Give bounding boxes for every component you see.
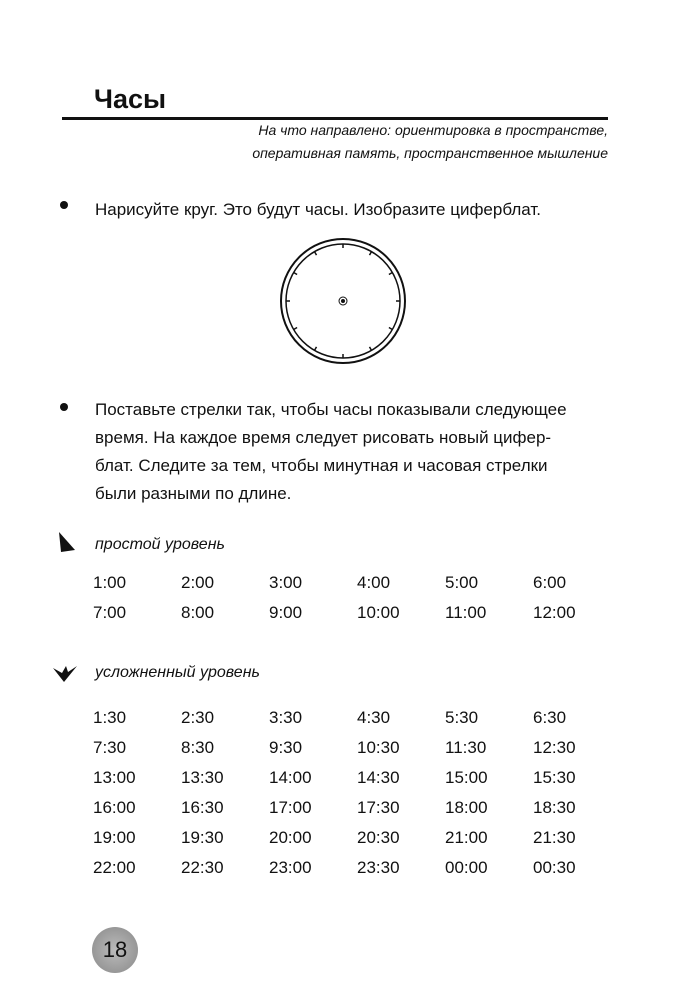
time-item: 19:30 [181, 828, 224, 847]
instruction-line: время. На каждое время следует рисовать новый цифер- [95, 428, 552, 447]
bullet-icon [60, 201, 68, 209]
clock-tick [389, 273, 392, 275]
title-rule [62, 117, 608, 120]
time-item: 3:30 [269, 708, 303, 727]
time-item: 5:30 [445, 708, 479, 727]
page-number: 18 [92, 927, 138, 973]
time-item: 19:00 [93, 828, 136, 847]
time-item: 20:30 [357, 828, 400, 847]
clock-tick [370, 252, 372, 255]
time-item: 4:00 [357, 573, 391, 592]
time-item: 1:30 [93, 708, 127, 727]
time-item: 6:30 [533, 708, 567, 727]
instruction-line: Поставьте стрелки так, чтобы часы показывали следующее [95, 400, 567, 419]
time-item: 18:00 [445, 798, 488, 817]
arrow-level-advanced-icon [52, 664, 78, 684]
time-item: 10:30 [357, 738, 400, 757]
time-item: 17:00 [269, 798, 312, 817]
time-item: 12:00 [533, 603, 576, 622]
time-item: 15:00 [445, 768, 488, 787]
time-item: 3:00 [269, 573, 303, 592]
time-item: 8:30 [181, 738, 215, 757]
instruction-2 [95, 396, 567, 508]
time-item: 9:30 [269, 738, 303, 757]
time-item: 7:00 [93, 603, 127, 622]
clock-tick [294, 328, 297, 330]
level-simple-label: простой уровень [95, 536, 225, 553]
time-item: 16:30 [181, 798, 224, 817]
time-item: 13:00 [93, 768, 136, 787]
instruction-line: блат. Следите за тем, чтобы минутная и часовая стрелки [95, 456, 548, 475]
time-item: 9:00 [269, 603, 303, 622]
time-item: 6:00 [533, 573, 567, 592]
time-item: 22:00 [93, 858, 136, 877]
time-item: 4:30 [357, 708, 391, 727]
time-item: 2:00 [181, 573, 215, 592]
time-item: 11:00 [445, 603, 487, 622]
arrow-level-simple-icon [57, 530, 77, 554]
clock-tick [315, 347, 317, 350]
time-item: 22:30 [181, 858, 224, 877]
time-item: 23:00 [269, 858, 312, 877]
clock-tick [389, 328, 392, 330]
time-item: 21:30 [533, 828, 576, 847]
clock-tick [370, 347, 372, 350]
instruction-line: были разными по длине. [95, 484, 292, 503]
time-item: 00:00 [445, 858, 488, 877]
time-item: 00:30 [533, 858, 576, 877]
time-item: 21:00 [445, 828, 488, 847]
time-item: 11:30 [445, 738, 487, 757]
time-item: 14:30 [357, 768, 400, 787]
page-title: Часы [94, 84, 167, 114]
time-item: 13:30 [181, 768, 224, 787]
time-item: 15:30 [533, 768, 576, 787]
clock-tick [315, 252, 317, 255]
subtitle-line: оперативная память, пространственное мышление [252, 145, 608, 161]
subtitle-line: На что направлено: ориентировка в пространстве, [258, 122, 608, 138]
level-advanced-label: усложненный уровень [95, 664, 260, 681]
time-item: 12:30 [533, 738, 576, 757]
time-item: 17:30 [357, 798, 400, 817]
time-item: 16:00 [93, 798, 136, 817]
bullet-icon [60, 403, 68, 411]
instruction-1: Нарисуйте круг. Это будут часы. Изобразите циферблат. [95, 200, 541, 219]
time-item: 20:00 [269, 828, 312, 847]
clock-face-icon [278, 236, 408, 366]
clock-tick [294, 273, 297, 275]
time-item: 2:30 [181, 708, 215, 727]
time-item: 23:30 [357, 858, 400, 877]
time-item: 8:00 [181, 603, 215, 622]
time-item: 18:30 [533, 798, 576, 817]
time-item: 5:00 [445, 573, 479, 592]
time-item: 10:00 [357, 603, 400, 622]
time-item: 14:00 [269, 768, 312, 787]
time-item: 7:30 [93, 738, 127, 757]
time-item: 1:00 [93, 573, 127, 592]
